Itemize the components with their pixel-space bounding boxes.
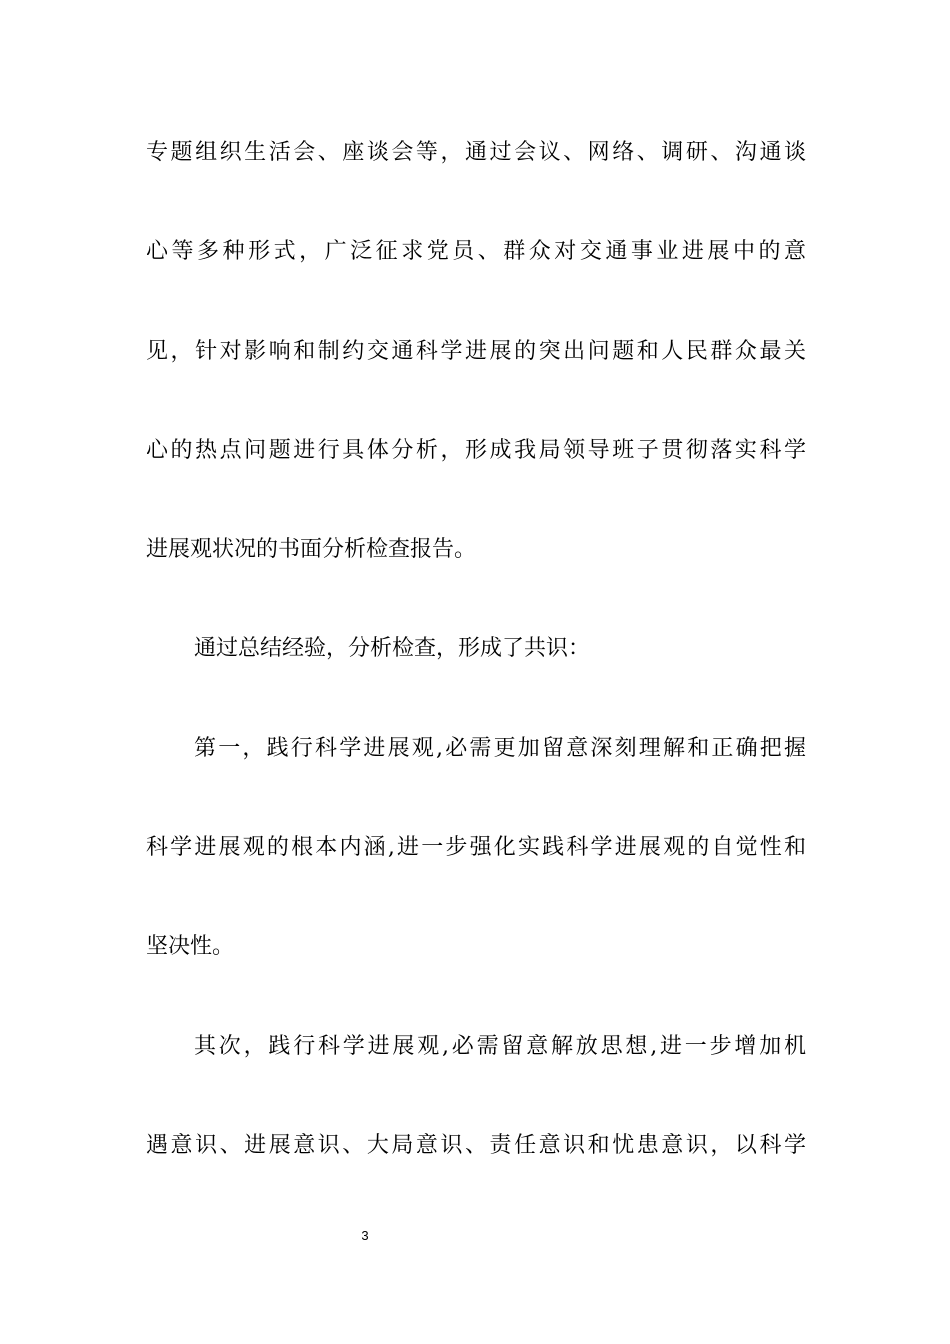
body-text-line: 心等多种形式，广泛征求党员、群众对交通事业进展中的意	[146, 239, 806, 264]
body-text-line: 心的热点问题进行具体分析，形成我局领导班子贯彻落实科学	[146, 438, 806, 463]
body-text-line: 科学进展观的根本内涵,进一步强化实践科学进展观的自觉性和	[146, 835, 806, 860]
paragraph-first-line: 通过总结经验，分析检查，形成了共识：	[194, 636, 591, 661]
paragraph-first-line: 第一，践行科学进展观,必需更加留意深刻理解和正确把握	[194, 736, 806, 761]
body-text-line: 遇意识、进展意识、大局意识、责任意识和忧患意识，以科学	[146, 1133, 806, 1158]
paragraph-first-line: 其次，践行科学进展观,必需留意解放思想,进一步增加机	[194, 1034, 806, 1059]
body-text-line: 见，针对影响和制约交通科学进展的突出问题和人民群众最关	[146, 339, 806, 364]
body-text-line: 专题组织生活会、座谈会等，通过会议、网络、调研、沟通谈	[146, 140, 806, 165]
body-text-line: 进展观状况的书面分析检查报告。	[146, 537, 477, 562]
body-text-line: 坚决性。	[146, 934, 235, 959]
page-number: 3	[361, 1228, 369, 1243]
